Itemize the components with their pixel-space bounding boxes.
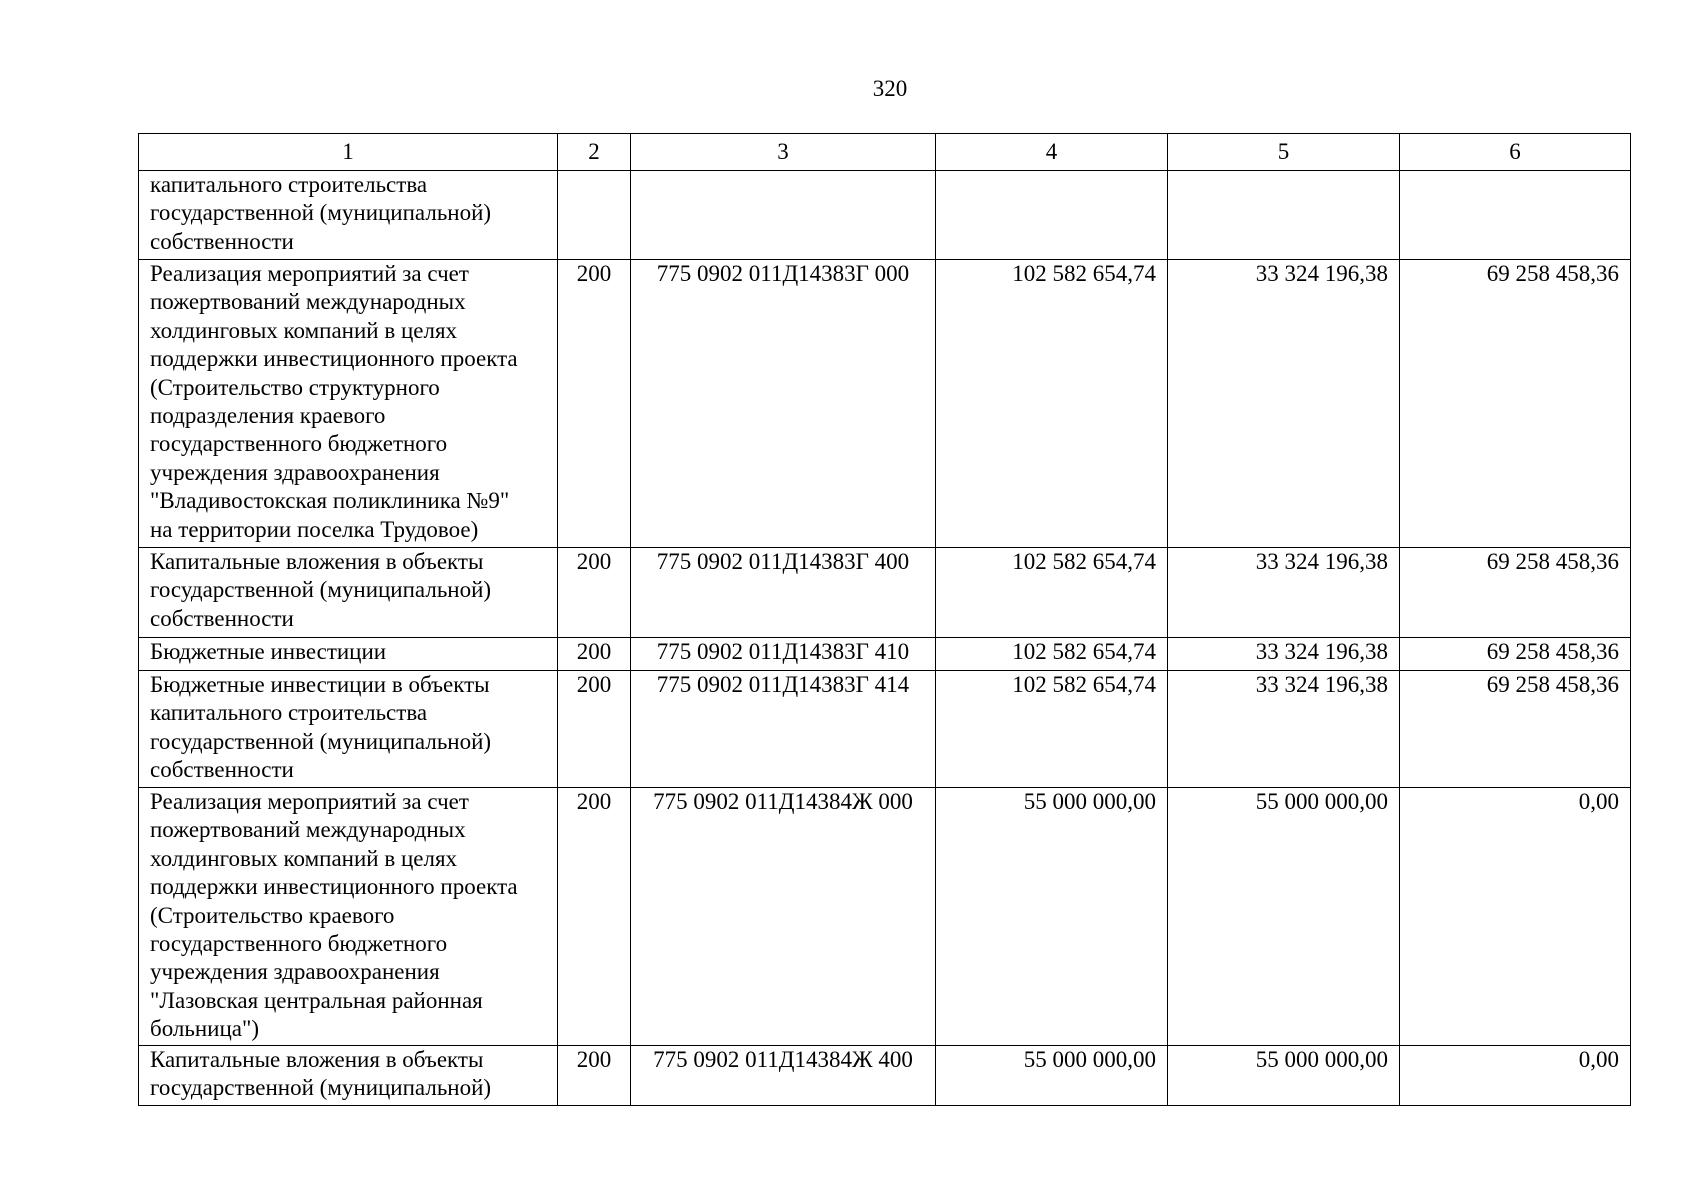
- row-classification: 775 0902 011Д14383Г 410: [631, 638, 936, 671]
- row-amount-col4: 102 582 654,74: [936, 638, 1168, 671]
- table-row: [139, 671, 1631, 788]
- row-classification: 775 0902 011Д14383Г 414: [631, 671, 936, 788]
- table-row: [139, 638, 1631, 671]
- column-header-3: 3: [631, 134, 936, 171]
- table-row: [139, 788, 1631, 1046]
- row-classification: [631, 171, 936, 260]
- table-row: [139, 548, 1631, 638]
- column-header-5: 5: [1168, 134, 1400, 171]
- table-header-row: [139, 134, 1631, 171]
- row-amount-col4: 55 000 000,00: [936, 788, 1168, 1046]
- table-row: [139, 1046, 1631, 1106]
- row-code: 200: [558, 260, 631, 548]
- row-amount-col6: 0,00: [1400, 1046, 1631, 1106]
- table-row: [139, 260, 1631, 548]
- row-code: [558, 171, 631, 260]
- row-amount-col5: 33 324 196,38: [1168, 260, 1400, 548]
- row-classification: 775 0902 011Д14383Г 000: [631, 260, 936, 548]
- row-amount-col6: 69 258 458,36: [1400, 548, 1631, 638]
- page-number: 320: [872, 76, 908, 101]
- row-name: Капитальные вложения в объекты государственной (муниципальной) собственности: [139, 548, 558, 638]
- row-amount-col4: [936, 171, 1168, 260]
- row-name: Бюджетные инвестиции в объекты капитального строительства государственной (муниципальной) собственности: [139, 671, 558, 788]
- row-amount-col6: 69 258 458,36: [1400, 671, 1631, 788]
- row-amount-col4: 55 000 000,00: [936, 1046, 1168, 1106]
- column-header-4: 4: [936, 134, 1168, 171]
- row-name: Капитальные вложения в объекты государственной (муниципальной): [139, 1046, 558, 1106]
- row-amount-col4: 102 582 654,74: [936, 671, 1168, 788]
- row-amount-col5: 55 000 000,00: [1168, 1046, 1400, 1106]
- row-name: капитального строительства государственной (муниципальной) собственности: [139, 171, 558, 260]
- row-name: Реализация мероприятий за счет пожертвований международных холдинговых компаний в целях поддержки инвестиционного проекта (Строительство краевого государственного бюджетного учреждения здравоохранения "Лазовская центральная районная больница"): [139, 788, 558, 1046]
- row-amount-col5: 55 000 000,00: [1168, 788, 1400, 1046]
- row-amount-col5: [1168, 171, 1400, 260]
- row-classification: 775 0902 011Д14384Ж 000: [631, 788, 936, 1046]
- row-name: Бюджетные инвестиции: [139, 638, 558, 671]
- row-amount-col5: 33 324 196,38: [1168, 548, 1400, 638]
- row-amount-col6: [1400, 171, 1631, 260]
- row-code: 200: [558, 788, 631, 1046]
- row-amount-col6: 69 258 458,36: [1400, 260, 1631, 548]
- row-amount-col5: 33 324 196,38: [1168, 638, 1400, 671]
- row-classification: 775 0902 011Д14384Ж 400: [631, 1046, 936, 1106]
- column-header-6: 6: [1400, 134, 1631, 171]
- row-amount-col6: 69 258 458,36: [1400, 638, 1631, 671]
- row-classification: 775 0902 011Д14383Г 400: [631, 548, 936, 638]
- row-amount-col4: 102 582 654,74: [936, 548, 1168, 638]
- row-code: 200: [558, 548, 631, 638]
- row-amount-col6: 0,00: [1400, 788, 1631, 1046]
- column-header-2: 2: [558, 134, 631, 171]
- table-row: [139, 171, 1631, 260]
- row-amount-col4: 102 582 654,74: [936, 260, 1168, 548]
- row-code: 200: [558, 671, 631, 788]
- row-amount-col5: 33 324 196,38: [1168, 671, 1400, 788]
- row-code: 200: [558, 638, 631, 671]
- budget-table: [138, 133, 1631, 1106]
- row-name: Реализация мероприятий за счет пожертвований международных холдинговых компаний в целях поддержки инвестиционного проекта (Строительство структурного подразделения краевого государственного бюджетного учреждения здравоохранения "Владивостокская поликлиника №9" на территории поселка Трудовое): [139, 260, 558, 548]
- column-header-1: 1: [139, 134, 558, 171]
- row-code: 200: [558, 1046, 631, 1106]
